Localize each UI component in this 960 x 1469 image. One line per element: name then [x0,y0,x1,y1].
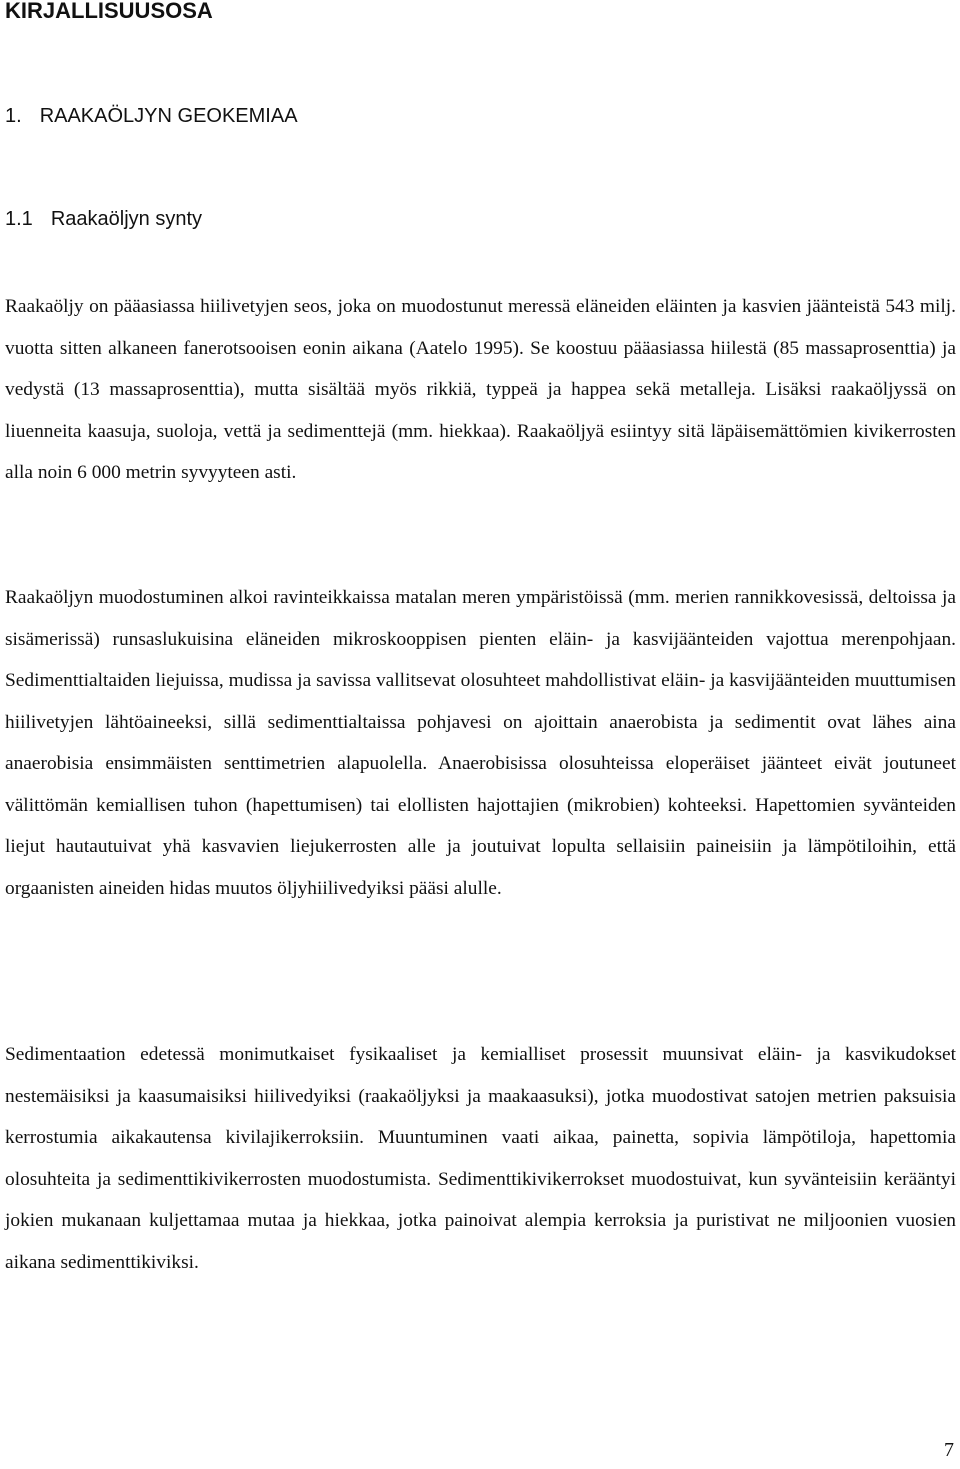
section-title: RAAKAÖLJYN GEOKEMIAA [39,105,298,127]
section-heading [5,101,298,131]
subsection-heading [5,204,202,234]
document-title: KIRJALLISUUSOSA [5,0,213,23]
subsection-title: Raakaöljyn synty [50,208,202,230]
paragraph-3: Sedimentaation edetessä monimutkaiset fysikaaliset ja kemialliset prosessit muunsivat eläin- ja kasvikudokset nestemäisiksi ja kaasumaisiksi hiilivedyiksi (raakaöljyksi ja maakaasuksi), jotka muodostivat satojen metrien paksuisia kerrostumia aikakautensa kivilajikerroksiin. Muuntuminen vaati aikaa, painetta, sopivia lämpötiloja, hapettomia olosuhteita ja sedimenttikivikerrosten muodostumista. Sedimenttikivikerrokset muodostuivat, kun syvänteisiin kerääntyi jokien mukanaan kuljettamaa mutaa ja hiekkaa, jotka painoivat alempia kerroksia ja puristivat ne miljoonien vuosien aikana sedimenttikiviksi. [5,1044,956,1273]
paragraph-2: Raakaöljyn muodostuminen alkoi ravinteikkaissa matalan meren ympäristöissä (mm. merien rannikkovesissä, deltoissa ja sisämerissä) runsaslukuisina eläneiden mikroskooppisen pienten eläin- ja kasvijäänteiden vajottua merenpohjaan. Sedimenttialtaiden liejuissa, mudissa ja savissa vallitsevat olosuhteet mahdollistivat eläin- ja kasvijäänteiden muuttumisen hiilivetyjen lähtöaineeksi, sillä sedimenttialtaissa pohjavesi on ajoittain anaerobista ja sedimentit ovat lähes aina anaerobisia ensimmäisten senttimetrien alapuolella. Anaerobisissa olosuhteissa eloperäiset jäänteet eivät joutuneet välittömän kemiallisen tuhon (hapettumisen) tai elollisten hajottajien (mikrobien) kohteeksi. Hapettomien syvänteiden liejut hautautuivat yhä kasvavien liejukerrosten alle ja joutuivat lopulta sellaisiin paineisiin ja lämpötiloihin, että orgaanisten aineiden hidas muutos öljyhiilivedyiksi pääsi alulle. [5,587,956,899]
page-number: 7 [944,1439,954,1461]
section-number: 1. [5,105,22,127]
subsection-number: 1.1 [5,208,33,230]
paragraph-1: Raakaöljy on pääasiassa hiilivetyjen seos, joka on muodostunut meressä eläneiden eläinten ja kasvien jäänteistä 543 milj. vuotta sitten alkaneen fanerotsooisen eonin aikana (Aatelo 1995). Se koostuu pääasiassa hiilestä (85 massaprosenttia) ja vedystä (13 massaprosenttia), mutta sisältää myös rikkiä, typpeä ja happea sekä metalleja. Lisäksi raakaöljyssä on liuenneita kaasuja, suoloja, vettä ja sedimenttejä (mm. hiekkaa). Raakaöljyä esiintyy sitä läpäisemättömien kivikerrosten alla noin 6 000 metrin syvyyteen asti. [5,296,956,483]
